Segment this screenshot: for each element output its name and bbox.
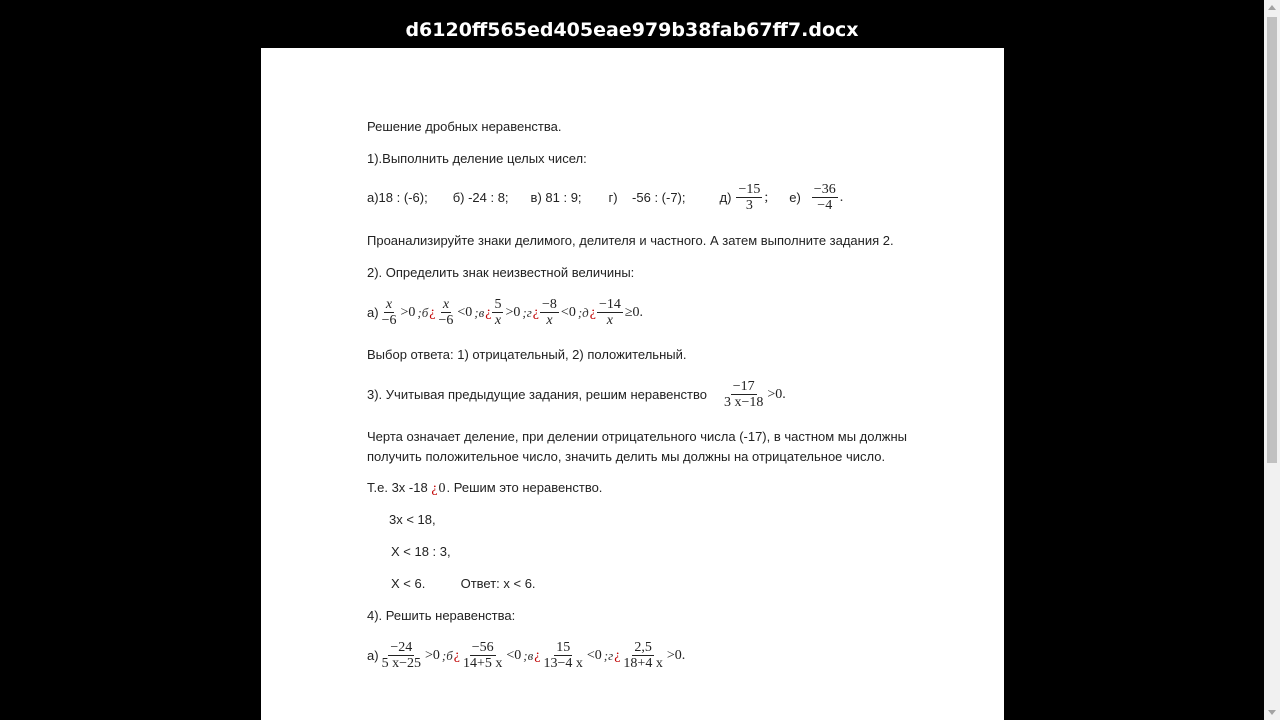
task2-a-label: а) (367, 304, 379, 320)
task4-fraction-4 (621, 640, 664, 671)
task3-den: 3 x−18 (723, 395, 764, 410)
task3-fraction (722, 379, 765, 410)
task2-fraction-2 (436, 297, 455, 328)
task2-fraction-4 (540, 297, 559, 328)
task1-row (367, 182, 844, 213)
task2-glue-1: ;б (417, 304, 429, 320)
te-line (367, 480, 602, 497)
fraction-e (812, 182, 838, 213)
task4-f1-rel: >0 (424, 647, 440, 663)
task2-row (367, 297, 644, 328)
task4-label: 4). Решить неравенства: (367, 608, 516, 623)
answer-choice: Выбор ответа: 1) отрицательный, 2) положительный. (367, 347, 687, 362)
fraction-e-denominator: −4 (817, 198, 833, 213)
task4-f3-den: 13−4 x (543, 656, 583, 671)
fraction-d (736, 182, 762, 213)
task4-glue-1: ;б (441, 647, 453, 663)
task2-f2-num: x (442, 297, 450, 312)
task4-a-label: а) (367, 647, 379, 663)
explanation-line-2: получить положительное число, значить делить мы должны на отрицательное число. (367, 449, 886, 464)
task4-red-2: ¿ (534, 647, 541, 663)
task2-f2-den: −6 (438, 313, 454, 328)
task4-f1-den: 5 x−25 (381, 656, 421, 671)
task1-v: в) 81 : 9; (530, 189, 582, 205)
task2-f1-den: −6 (381, 313, 397, 328)
task4-f4-den: 18+4 x (623, 656, 663, 671)
task3-num: −17 (732, 379, 755, 394)
task3-rel: >0. (767, 386, 786, 402)
task2-f1-rel: >0 (400, 304, 416, 320)
task4-f2-rel: <0 (506, 647, 522, 663)
task4-f2-num: −56 (471, 640, 494, 655)
task4-fraction-3 (541, 640, 584, 671)
task2-f4-rel: <0 (560, 304, 576, 320)
task4-row (367, 640, 686, 671)
task2-f4-den: x (546, 313, 553, 328)
task1-label: 1).Выполнить деление целых чисел: (367, 151, 587, 166)
task1-e-end: . (839, 189, 844, 205)
task4-red-3: ¿ (614, 647, 621, 663)
task2-f1-num: x (385, 297, 393, 312)
doc-heading: Решение дробных неравенства. (367, 119, 562, 134)
te-pre: Т.е. 3х -18 (367, 480, 432, 495)
task2-fraction-1 (380, 297, 399, 328)
task2-red-1: ¿ (429, 304, 436, 320)
task2-f5-rel: ≥0. (624, 304, 644, 320)
task3-row (367, 379, 787, 410)
task4-red-1: ¿ (453, 647, 460, 663)
task4-f3-num: 15 (556, 640, 571, 655)
scroll-up-arrow-icon[interactable] (1268, 5, 1276, 10)
task2-f3-den: x (494, 313, 502, 328)
task4-f4-num: 2,5 (634, 640, 652, 655)
task4-glue-2: ;в (523, 647, 534, 663)
task4-f2-den: 14+5 x (462, 656, 503, 671)
task2-label: 2). Определить знак неизвестной величины: (367, 265, 635, 280)
task2-f5-num: −14 (598, 297, 621, 312)
task4-f1-num: −24 (390, 640, 413, 655)
task2-glue-3: ;г (522, 304, 532, 320)
te-red: ¿ (431, 481, 438, 496)
solution-step-3 (391, 576, 536, 592)
task1-b: б) -24 : 8; (452, 189, 509, 205)
te-post: . Решим это неравенство. (446, 480, 603, 495)
task2-red-4: ¿ (589, 304, 596, 320)
task2-red-2: ¿ (485, 304, 492, 320)
fraction-d-numerator: −15 (738, 182, 761, 197)
task2-f5-den: x (606, 313, 614, 328)
task2-f3-rel: >0 (505, 304, 521, 320)
te-zero: 0 (438, 481, 446, 496)
analyze-instruction: Проанализируйте знаки делимого, делителя и частного. А затем выполните задания 2. (367, 233, 894, 248)
task4-fraction-1 (380, 640, 423, 671)
fraction-d-denominator: 3 (745, 198, 753, 213)
scrollbar-thumb[interactable] (1267, 17, 1277, 463)
task1-d-label: д) (719, 189, 732, 205)
task3-label: 3). Учитывая предыдущие задания, решим неравенство (367, 386, 707, 402)
task1-d-end: ; (764, 189, 769, 205)
task2-f4-num: −8 (542, 297, 557, 312)
task2-red-3: ¿ (532, 304, 540, 320)
solution-step-3-text: Х < 6. (391, 576, 426, 591)
solution-step-2: Х < 18 : 3, (391, 544, 451, 559)
task4-f3-rel: <0 (586, 647, 602, 663)
task1-a: а)18 : (-6); (367, 189, 428, 205)
vertical-scrollbar[interactable] (1264, 0, 1280, 720)
title-bar (0, 0, 1264, 48)
task2-fraction-3 (492, 297, 503, 328)
fraction-e-numerator: −36 (813, 182, 836, 197)
task2-f2-rel: <0 (457, 304, 473, 320)
task2-glue-2: ;в (474, 304, 485, 320)
task1-e-label: е) (789, 189, 801, 205)
document-page (261, 48, 1004, 720)
document-title: d6120ff565ed405eae979b38fab67ff7.docx (405, 19, 859, 41)
task1-g: г) -56 : (-7); (608, 189, 686, 205)
answer-text: Ответ: х < 6. (460, 576, 536, 591)
solution-step-1: 3х < 18, (389, 512, 436, 527)
task4-f4-rel: >0. (666, 647, 686, 663)
task4-glue-3: ;г (603, 647, 614, 663)
task2-fraction-5 (597, 297, 623, 328)
task2-glue-4: ;д (577, 304, 589, 320)
explanation-line-1: Черта означает деление, при делении отрицательного числа (-17), в частном мы должны (367, 429, 908, 444)
task2-f3-num: 5 (494, 297, 502, 312)
scroll-down-arrow-icon[interactable] (1268, 710, 1276, 715)
task4-fraction-2 (461, 640, 504, 671)
